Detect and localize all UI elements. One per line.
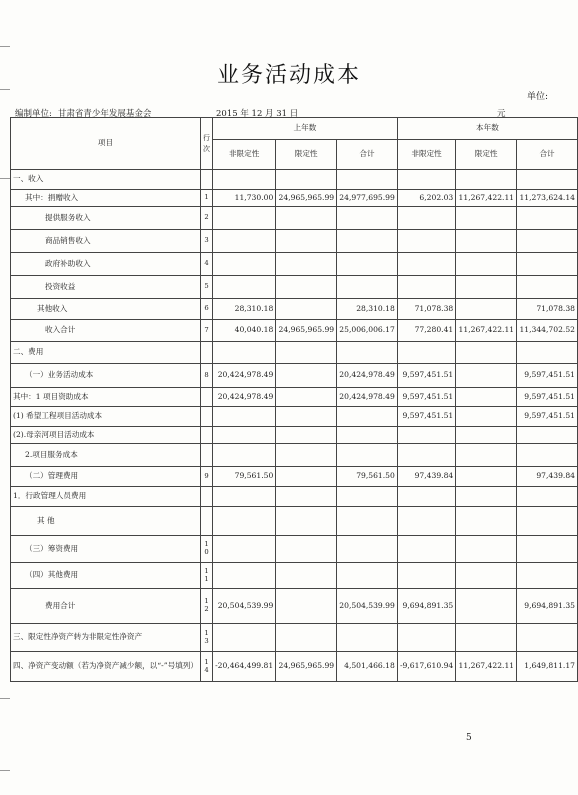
- cur-unrestricted-cell: [397, 624, 455, 652]
- header-item: 项目: [11, 118, 201, 170]
- table-row: [11, 253, 578, 276]
- cur-unrestricted-cell: -9,617,610.94: [397, 652, 455, 682]
- prev-unrestricted-cell: [212, 624, 275, 652]
- table-row: [11, 407, 578, 427]
- header-cur-restricted: 限定性: [456, 140, 517, 170]
- scan-edge-mark: [0, 89, 10, 90]
- cur-unrestricted-cell: [397, 342, 455, 364]
- cur-restricted-cell: [456, 427, 517, 444]
- cur-unrestricted-cell: [397, 444, 455, 467]
- cur-restricted-cell: [456, 388, 517, 407]
- header-row-no-b: 次: [202, 144, 210, 153]
- cur-total-cell: [517, 276, 578, 299]
- row-number: 7: [200, 320, 212, 342]
- prev-restricted-cell: [276, 253, 337, 276]
- row-number: 1 4: [200, 652, 212, 682]
- cur-total-cell: [517, 342, 578, 364]
- prev-total-cell: [337, 407, 398, 427]
- cur-total-cell: 9,597,451.51: [517, 407, 578, 427]
- prev-unrestricted-cell: [212, 276, 275, 299]
- cur-total-cell: [517, 563, 578, 589]
- row-number: 5: [200, 276, 212, 299]
- prev-total-cell: [337, 207, 398, 230]
- table-row: [11, 507, 578, 536]
- cur-restricted-cell: [456, 589, 517, 624]
- cur-unrestricted-cell: [397, 253, 455, 276]
- cur-total-cell: 9,597,451.51: [517, 388, 578, 407]
- prev-unrestricted-cell: 79,561.50: [212, 467, 275, 487]
- cur-total-cell: [517, 487, 578, 507]
- prev-restricted-cell: [276, 507, 337, 536]
- prev-unrestricted-cell: [212, 342, 275, 364]
- cur-total-cell: 11,273,624.14: [517, 190, 578, 207]
- header-this-year: 本年数: [397, 118, 577, 140]
- row-item: 商品销售收入: [11, 230, 201, 253]
- scan-edge-mark: [0, 770, 10, 771]
- row-item: 提供服务收入: [11, 207, 201, 230]
- row-number: [200, 388, 212, 407]
- prev-restricted-cell: [276, 444, 337, 467]
- cur-unrestricted-cell: [397, 207, 455, 230]
- cur-total-cell: [517, 230, 578, 253]
- table-row: [11, 276, 578, 299]
- row-item: （四）其他费用: [11, 563, 201, 589]
- cur-unrestricted-cell: [397, 563, 455, 589]
- cur-unrestricted-cell: [397, 536, 455, 563]
- header-prev-restricted: 限定性: [276, 140, 337, 170]
- prev-restricted-cell: [276, 487, 337, 507]
- cur-unrestricted-cell: 97,439.84: [397, 467, 455, 487]
- cur-unrestricted-cell: [397, 487, 455, 507]
- prev-total-cell: [337, 507, 398, 536]
- table-row: [11, 624, 578, 652]
- prev-unrestricted-cell: [212, 407, 275, 427]
- table-row: [11, 342, 578, 364]
- cur-unrestricted-cell: [397, 427, 455, 444]
- prev-restricted-cell: [276, 364, 337, 388]
- cur-restricted-cell: [456, 207, 517, 230]
- prev-total-cell: 20,504,539.99: [337, 589, 398, 624]
- prev-total-cell: 20,424,978.49: [337, 388, 398, 407]
- row-number: [200, 170, 212, 190]
- cur-unrestricted-cell: 9,597,451.51: [397, 407, 455, 427]
- cur-unrestricted-cell: 9,597,451.51: [397, 388, 455, 407]
- row-number: 2: [200, 207, 212, 230]
- cur-unrestricted-cell: [397, 507, 455, 536]
- scan-edge-mark: [0, 698, 10, 699]
- prev-unrestricted-cell: [212, 170, 275, 190]
- table-row: [11, 467, 578, 487]
- cur-restricted-cell: [456, 536, 517, 563]
- table-row: [11, 207, 578, 230]
- header-row-no: [200, 118, 212, 170]
- cur-restricted-cell: [456, 624, 517, 652]
- prev-unrestricted-cell: [212, 487, 275, 507]
- row-item: 政府补助收入: [11, 253, 201, 276]
- compiler-label: 编制单位:: [15, 109, 52, 119]
- table-row: [11, 320, 578, 342]
- prev-unrestricted-cell: [212, 253, 275, 276]
- row-number: 3: [200, 230, 212, 253]
- row-number: [200, 507, 212, 536]
- cost-table: [10, 117, 578, 682]
- cur-restricted-cell: [456, 170, 517, 190]
- cur-restricted-cell: 11,267,422.11: [456, 190, 517, 207]
- prev-restricted-cell: [276, 624, 337, 652]
- cur-restricted-cell: [456, 230, 517, 253]
- cur-unrestricted-cell: 9,597,451.51: [397, 364, 455, 388]
- cur-total-cell: [517, 427, 578, 444]
- report-title: 业务活动成本: [216, 63, 361, 88]
- header-prev-year: 上年数: [212, 118, 397, 140]
- table-row: [11, 170, 578, 190]
- prev-unrestricted-cell: [212, 207, 275, 230]
- prev-restricted-cell: 24,965,965.99: [276, 190, 337, 207]
- prev-restricted-cell: [276, 230, 337, 253]
- prev-total-cell: [337, 170, 398, 190]
- prev-unrestricted-cell: 20,504,539.99: [212, 589, 275, 624]
- prev-unrestricted-cell: 20,424,978.49: [212, 388, 275, 407]
- header-prev-unrestricted: 非限定性: [212, 140, 275, 170]
- table-row: [11, 563, 578, 589]
- table-row: [11, 364, 578, 388]
- row-item: 投资收益: [11, 276, 201, 299]
- cur-unrestricted-cell: 71,078.38: [397, 299, 455, 320]
- cur-unrestricted-cell: 77,280.41: [397, 320, 455, 342]
- cur-restricted-cell: [456, 467, 517, 487]
- prev-restricted-cell: [276, 589, 337, 624]
- row-number: 6: [200, 299, 212, 320]
- cur-total-cell: 9,597,451.51: [517, 364, 578, 388]
- cur-unrestricted-cell: [397, 230, 455, 253]
- row-item: （二）管理费用: [11, 467, 201, 487]
- prev-unrestricted-cell: -20,464,499.81: [212, 652, 275, 682]
- cur-restricted-cell: [456, 364, 517, 388]
- table-row: [11, 230, 578, 253]
- prev-total-cell: [337, 276, 398, 299]
- table-row: [11, 652, 578, 682]
- currency-unit: 元: [497, 109, 506, 119]
- prev-restricted-cell: 24,965,965.99: [276, 320, 337, 342]
- table-row: [11, 444, 578, 467]
- row-number: 1: [200, 190, 212, 207]
- row-number: [200, 444, 212, 467]
- cur-restricted-cell: [456, 444, 517, 467]
- prev-restricted-cell: [276, 276, 337, 299]
- prev-total-cell: [337, 444, 398, 467]
- table-row: [11, 427, 578, 444]
- header-cur-total: 合计: [517, 140, 578, 170]
- cur-unrestricted-cell: 9,694,891.35: [397, 589, 455, 624]
- prev-restricted-cell: 24,965,965.99: [276, 652, 337, 682]
- prev-total-cell: 4,501,466.18: [337, 652, 398, 682]
- prev-unrestricted-cell: [212, 230, 275, 253]
- prev-total-cell: 25,006,006.17: [337, 320, 398, 342]
- scan-edge-mark: [0, 46, 10, 47]
- cur-unrestricted-cell: 6,202.03: [397, 190, 455, 207]
- cur-total-cell: [517, 253, 578, 276]
- row-item: （一）业务活动成本: [11, 364, 201, 388]
- row-item: 一、收入: [11, 170, 201, 190]
- page-number: 5: [466, 733, 472, 743]
- prev-unrestricted-cell: [212, 536, 275, 563]
- prev-total-cell: 28,310.18: [337, 299, 398, 320]
- row-number: 9: [200, 467, 212, 487]
- row-number: [200, 407, 212, 427]
- cur-total-cell: 71,078.38: [517, 299, 578, 320]
- cur-total-cell: 1,649,811.17: [517, 652, 578, 682]
- cur-total-cell: [517, 207, 578, 230]
- cur-restricted-cell: 11,267,422.11: [456, 320, 517, 342]
- prev-total-cell: [337, 487, 398, 507]
- row-item: 三、限定性净资产转为非限定性净资产: [11, 624, 201, 652]
- prev-restricted-cell: [276, 170, 337, 190]
- prev-restricted-cell: [276, 536, 337, 563]
- prev-total-cell: 79,561.50: [337, 467, 398, 487]
- cur-restricted-cell: [456, 563, 517, 589]
- cur-total-cell: [517, 536, 578, 563]
- row-item: （三）筹资费用: [11, 536, 201, 563]
- row-item: 四、净资产变动额（若为净资产减少额，以“-”号填列）: [11, 652, 201, 682]
- prev-total-cell: [337, 230, 398, 253]
- prev-total-cell: [337, 624, 398, 652]
- prev-unrestricted-cell: [212, 563, 275, 589]
- prev-total-cell: [337, 536, 398, 563]
- prev-restricted-cell: [276, 388, 337, 407]
- prev-total-cell: 20,424,978.49: [337, 364, 398, 388]
- prev-total-cell: [337, 253, 398, 276]
- table-row: [11, 388, 578, 407]
- cur-restricted-cell: [456, 299, 517, 320]
- cur-total-cell: [517, 444, 578, 467]
- table-row: [11, 487, 578, 507]
- unit-label: 单位:: [527, 92, 549, 102]
- prev-total-cell: [337, 427, 398, 444]
- row-item: 其 他: [11, 507, 201, 536]
- row-number: [200, 342, 212, 364]
- row-item: (2).母亲河项目活动成本: [11, 427, 201, 444]
- prev-restricted-cell: [276, 299, 337, 320]
- prev-unrestricted-cell: 28,310.18: [212, 299, 275, 320]
- cur-restricted-cell: [456, 342, 517, 364]
- compiler-name: 甘肃省青少年发展基金会: [57, 109, 152, 119]
- header-cur-unrestricted: 非限定性: [397, 140, 455, 170]
- row-number: 8: [200, 364, 212, 388]
- cur-total-cell: 9,694,891.35: [517, 589, 578, 624]
- header-prev-total: 合计: [337, 140, 398, 170]
- prev-restricted-cell: [276, 407, 337, 427]
- row-item: 其中：1 项目资助成本: [11, 388, 201, 407]
- prev-restricted-cell: [276, 207, 337, 230]
- prev-unrestricted-cell: 20,424,978.49: [212, 364, 275, 388]
- cur-total-cell: [517, 507, 578, 536]
- cur-total-cell: [517, 624, 578, 652]
- table-row: [11, 299, 578, 320]
- header-row-no-a: 行: [202, 134, 210, 142]
- cur-unrestricted-cell: [397, 276, 455, 299]
- row-item: 费用合计: [11, 589, 201, 624]
- table-row: [11, 536, 578, 563]
- row-number: [200, 487, 212, 507]
- prev-unrestricted-cell: [212, 444, 275, 467]
- prev-unrestricted-cell: [212, 427, 275, 444]
- prev-unrestricted-cell: [212, 507, 275, 536]
- prev-total-cell: [337, 342, 398, 364]
- cur-restricted-cell: 11,267,422.11: [456, 652, 517, 682]
- cur-unrestricted-cell: [397, 170, 455, 190]
- table-row: [11, 589, 578, 624]
- prev-unrestricted-cell: 40,040.18: [212, 320, 275, 342]
- scan-edge-mark: [0, 178, 10, 179]
- report-date: 2015 年 12 月 31 日: [216, 109, 299, 119]
- row-number: 4: [200, 253, 212, 276]
- cur-restricted-cell: [456, 487, 517, 507]
- row-number: 1 3: [200, 624, 212, 652]
- cur-total-cell: [517, 170, 578, 190]
- prev-restricted-cell: [276, 427, 337, 444]
- prev-restricted-cell: [276, 342, 337, 364]
- row-item: 1．行政管理人员费用: [11, 487, 201, 507]
- row-item: 2.项目服务成本: [11, 444, 201, 467]
- cur-restricted-cell: [456, 407, 517, 427]
- row-number: 1 2: [200, 589, 212, 624]
- row-item: 其他收入: [11, 299, 201, 320]
- prev-unrestricted-cell: 11,730.00: [212, 190, 275, 207]
- table-row: [11, 190, 578, 207]
- row-number: 1 1: [200, 563, 212, 589]
- row-item: (1) 希望工程项目活动成本: [11, 407, 201, 427]
- row-item: 二、费用: [11, 342, 201, 364]
- prev-restricted-cell: [276, 467, 337, 487]
- cur-total-cell: 97,439.84: [517, 467, 578, 487]
- cur-total-cell: 11,344,702.52: [517, 320, 578, 342]
- cur-restricted-cell: [456, 276, 517, 299]
- cur-restricted-cell: [456, 253, 517, 276]
- row-number: [200, 427, 212, 444]
- prev-total-cell: 24,977,695.99: [337, 190, 398, 207]
- cur-restricted-cell: [456, 507, 517, 536]
- row-item: 其中：捐赠收入: [11, 190, 201, 207]
- row-number: 1 0: [200, 536, 212, 563]
- prev-restricted-cell: [276, 563, 337, 589]
- prev-total-cell: [337, 563, 398, 589]
- row-item: 收入合计: [11, 320, 201, 342]
